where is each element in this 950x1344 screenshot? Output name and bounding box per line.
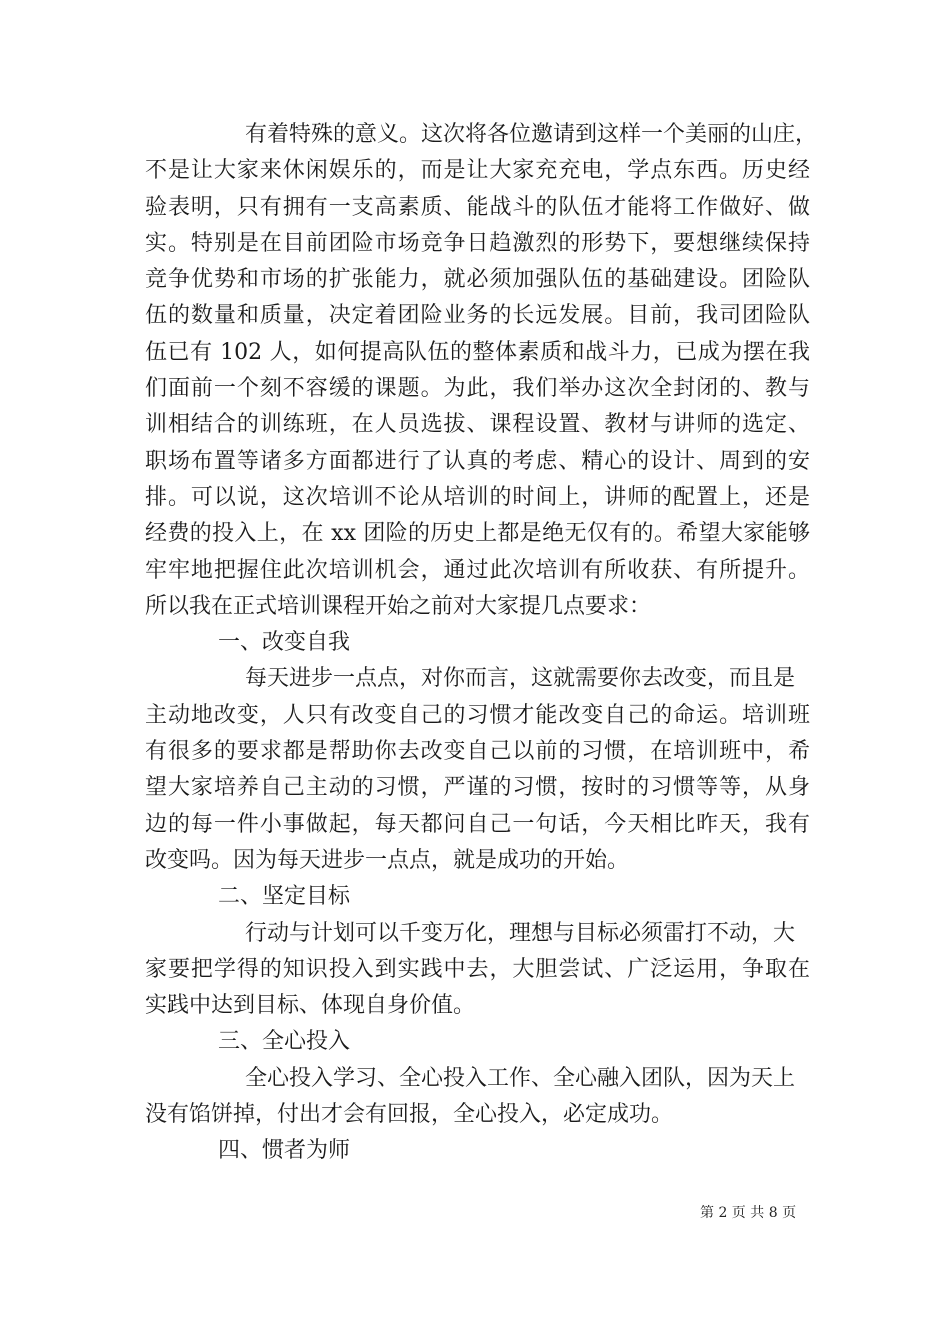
- text-line: 主动地改变，人只有改变自己的习惯才能改变自己的命运。培训班: [145, 702, 810, 728]
- text-line: 排。可以说，这次培训不论从培训的时间上，讲师的配置上，还是: [145, 484, 810, 510]
- text-line: 实践中达到目标、体现自身价值。: [145, 993, 476, 1019]
- text-line: 望大家培养自己主动的习惯，严谨的习惯，按时的习惯等等，从身: [145, 775, 810, 801]
- text-line: 不是让大家来休闲娱乐的，而是让大家充充电，学点东西。历史经: [145, 158, 810, 184]
- text-line: 行动与计划可以千变万化，理想与目标必须雷打不动，大: [245, 920, 796, 946]
- text-line: 验表明，只有拥有一支高素质、能战斗的队伍才能将工作做好、做: [145, 194, 810, 220]
- section-heading: 四、惯者为师: [218, 1138, 351, 1164]
- body-text: [145, 117, 818, 1170]
- text-line: 职场布置等诸多方面都进行了认真的考虑、精心的设计、周到的安: [145, 448, 810, 474]
- text-line: 训相结合的训练班，在人员选拔、课程设置、教材与讲师的选定、: [145, 412, 810, 438]
- text-line: 家要把学得的知识投入到实践中去，大胆尝试、广泛运用，争取在: [145, 956, 810, 982]
- section-heading: 三、全心投入: [218, 1029, 351, 1055]
- text-line: 牢牢地把握住此次培训机会，通过此次培训有所收获、有所提升。: [145, 557, 810, 583]
- text-line: 有很多的要求都是帮助你去改变自己以前的习惯，在培训班中，希: [145, 739, 810, 765]
- text-line: 经费的投入上，在 xx 团险的历史上都是绝无仅有的。希望大家能够: [145, 521, 810, 547]
- text-line: 改变吗。因为每天进步一点点，就是成功的开始。: [145, 847, 630, 873]
- text-line: 每天进步一点点，对你而言，这就需要你去改变，而且是: [245, 666, 796, 692]
- text-line: 边的每一件小事做起，每天都问自己一句话，今天相比昨天，我有: [145, 811, 810, 837]
- text-line: 没有馅饼掉，付出才会有回报，全心投入，必定成功。: [145, 1102, 674, 1128]
- text-line: 全心投入学习、全心投入工作、全心融入团队，因为天上: [245, 1065, 796, 1091]
- section-heading: 一、改变自我: [218, 630, 351, 656]
- text-line: 们面前一个刻不容缓的课题。为此，我们举办这次全封闭的、教与: [145, 376, 810, 402]
- page-number-footer: 第 2 页 共 8 页: [700, 1205, 797, 1221]
- text-line: 有着特殊的意义。这次将各位邀请到这样一个美丽的山庄，: [245, 122, 818, 147]
- text-line: 伍的数量和质量，决定着团险业务的长远发展。目前，我司团险队: [145, 303, 810, 329]
- text-line: 竞争优势和市场的扩张能力，就必须加强队伍的基础建设。团险队: [145, 267, 810, 293]
- text-line: 伍已有 102 人，如何提高队伍的整体素质和战斗力，已成为摆在我: [145, 339, 810, 365]
- section-heading: 二、坚定目标: [218, 884, 351, 910]
- text-line: 实。特别是在目前团险市场竞争日趋激烈的形势下，要想继续保持: [145, 230, 810, 256]
- text-line: 所以我在正式培训课程开始之前对大家提几点要求：: [145, 593, 652, 619]
